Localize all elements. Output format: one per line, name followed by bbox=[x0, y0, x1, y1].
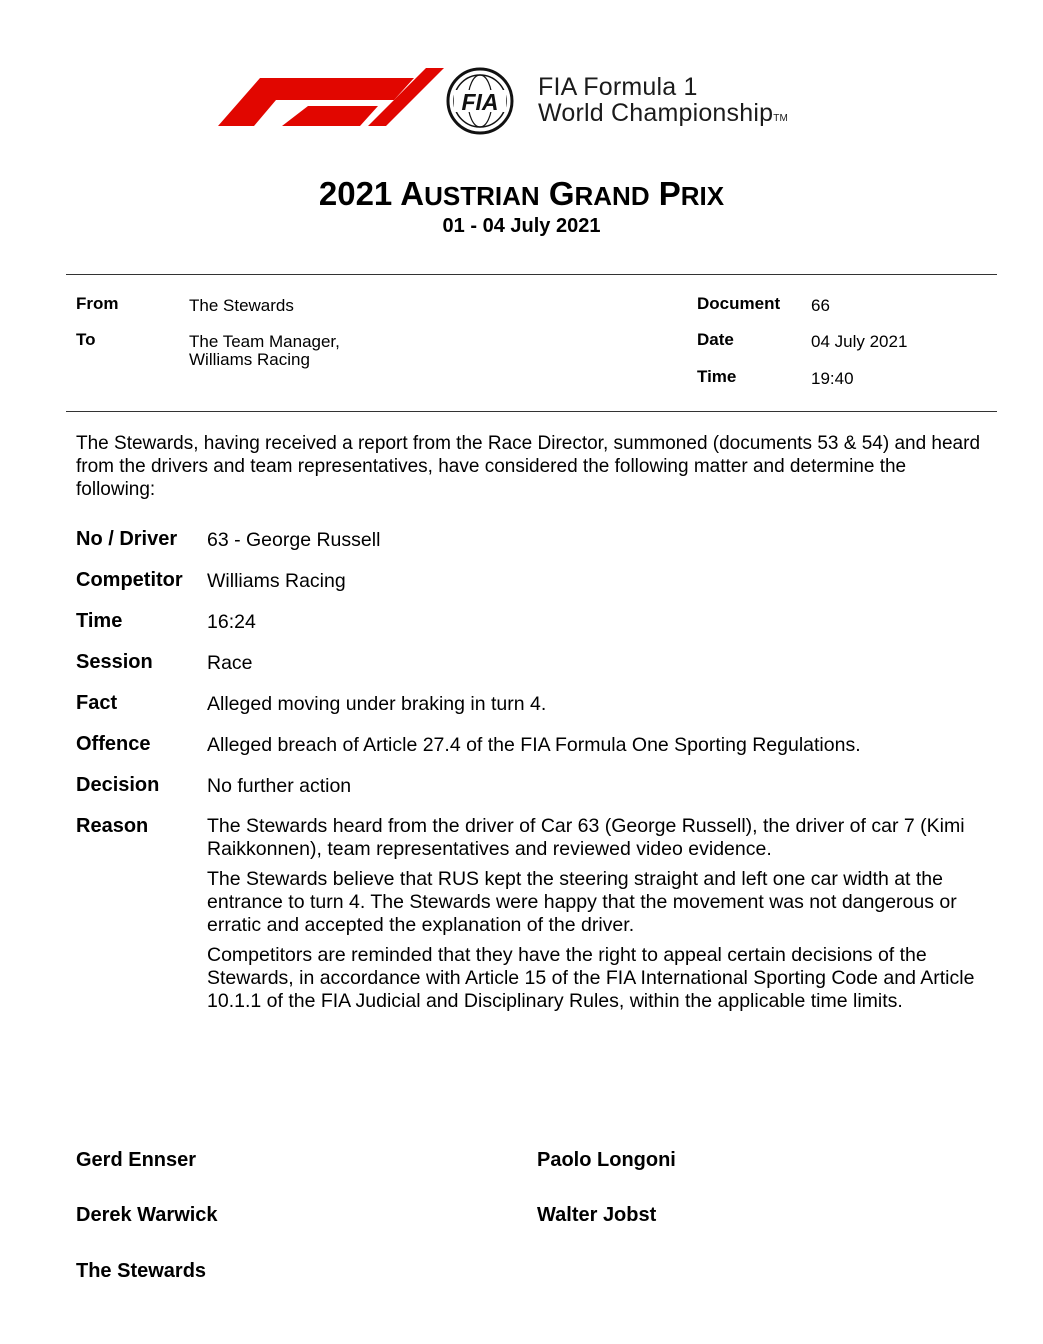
date-label: Date bbox=[697, 330, 734, 349]
field-label-driver: No / Driver bbox=[76, 528, 178, 550]
signatory-2: Paolo Longoni bbox=[537, 1149, 676, 1171]
time-label: Time bbox=[697, 367, 737, 386]
from-label: From bbox=[76, 294, 119, 313]
field-value-session: Race bbox=[207, 652, 253, 674]
field-value-time: 16:24 bbox=[207, 611, 256, 633]
time-value: 19:40 bbox=[811, 369, 854, 388]
f1-fia-logo bbox=[218, 66, 868, 136]
event-title-word-3: PRIX bbox=[658, 175, 725, 212]
signatory-4: Walter Jobst bbox=[537, 1204, 657, 1226]
svg-text:FIA: FIA bbox=[461, 89, 499, 115]
header-bottom-rule bbox=[66, 411, 997, 412]
signature-footer: The Stewards bbox=[76, 1260, 207, 1282]
field-label-offence: Offence bbox=[76, 733, 151, 755]
to-value-line-2: Williams Racing bbox=[189, 350, 310, 369]
event-title-word-2: GRAND bbox=[548, 175, 650, 212]
reason-paragraph-1: The Stewards heard from the driver of Car 63 (George Russell), the driver of car 7 (Kimi Raikkonnen), team representatives and reviewed video evidence. bbox=[207, 815, 965, 860]
field-value-competitor: Williams Racing bbox=[207, 570, 346, 592]
reason-paragraph-2: The Stewards believe that RUS kept the steering straight and left one car width at the entrance to turn 4. The Stewards were happy that the movement was not dangerous or erratic and accepted the explanation of the driver. bbox=[207, 868, 957, 936]
field-label-reason: Reason bbox=[76, 815, 149, 837]
f1-logo-icon bbox=[218, 66, 538, 136]
signatory-1: Gerd Ennser bbox=[76, 1149, 197, 1171]
document-label: Document bbox=[697, 294, 781, 313]
event-title: 2021 AUSTRIAN GRAND PRIX bbox=[318, 175, 725, 212]
date-value: 04 July 2021 bbox=[811, 332, 908, 351]
to-value-line-1: The Team Manager, bbox=[189, 332, 340, 351]
field-label-session: Session bbox=[76, 651, 153, 673]
event-title-word-1: AUSTRIAN bbox=[400, 175, 540, 212]
intro-paragraph: The Stewards, having received a report from the Race Director, summoned (documents 53 & 54) and heard from the drivers and team representatives, have considered the following matter and determine the following: bbox=[76, 433, 981, 500]
field-label-decision: Decision bbox=[76, 774, 160, 796]
logo-line-2: World ChampionshipTM bbox=[538, 99, 789, 127]
field-label-time: Time bbox=[76, 610, 123, 632]
field-value-fact: Alleged moving under braking in turn 4. bbox=[207, 693, 547, 715]
logo-wordmark bbox=[538, 74, 788, 132]
field-label-fact: Fact bbox=[76, 692, 118, 714]
field-value-driver: 63 - George Russell bbox=[207, 529, 381, 551]
field-value-offence: Alleged breach of Article 27.4 of the FIA Formula One Sporting Regulations. bbox=[207, 734, 861, 756]
field-value-decision: No further action bbox=[207, 775, 352, 797]
reason-paragraph-3: Competitors are reminded that they have the right to appeal certain decisions of the Stewards, in accordance with Article 15 of the FIA International Sporting Code and Article 10.1.1 of the FIA Judicial and Disciplinary Rules, within the applicable time limits. bbox=[207, 944, 975, 1012]
from-value: The Stewards bbox=[189, 296, 294, 315]
signatory-3: Derek Warwick bbox=[76, 1204, 218, 1226]
reason-text bbox=[207, 815, 987, 1020]
to-label: To bbox=[76, 330, 96, 349]
document-value: 66 bbox=[811, 296, 830, 315]
field-label-competitor: Competitor bbox=[76, 569, 183, 591]
header-top-rule bbox=[66, 274, 997, 275]
event-dates: 01 - 04 July 2021 bbox=[442, 215, 601, 237]
logo-line-1: FIA Formula 1 bbox=[538, 73, 698, 101]
